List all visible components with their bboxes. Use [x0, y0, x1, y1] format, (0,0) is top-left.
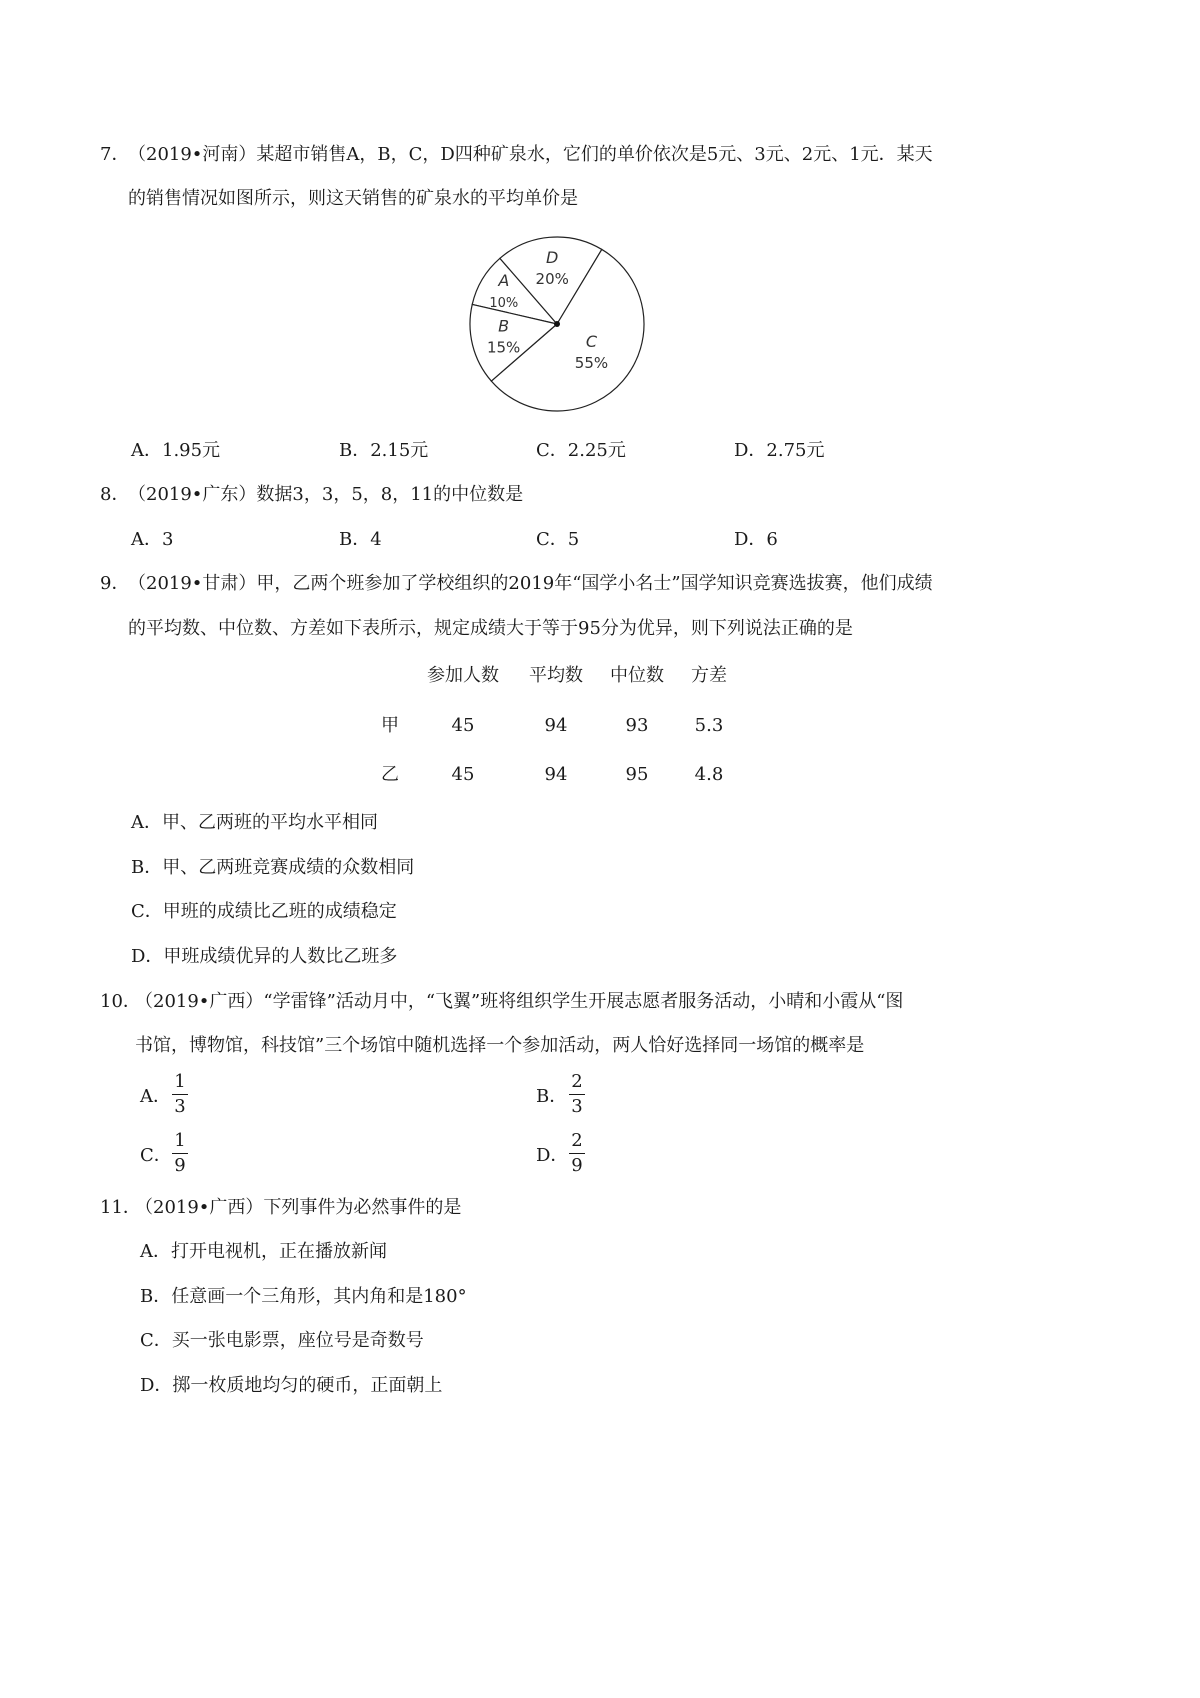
table-header-variance: 方差 [691, 665, 727, 686]
fraction [172, 1071, 188, 1118]
pie-slice-value-a: 10% [489, 296, 519, 312]
q9-option-b[interactable]: B．甲、乙两班竞赛成绩的众数相同 [131, 857, 415, 878]
table-cell: 5.3 [694, 715, 724, 736]
q8-option-c[interactable]: C．5 [536, 529, 580, 550]
fraction-bar [569, 1153, 585, 1154]
fraction-numerator: 1 [174, 1130, 186, 1151]
fraction-numerator: 2 [571, 1130, 583, 1151]
pie-slice-label-a: A [498, 271, 510, 291]
pie-chart [468, 235, 648, 415]
option-letter: A． [140, 1086, 171, 1107]
fraction-bar [172, 1094, 188, 1095]
q11-option-d[interactable]: D．掷一枚质地均匀的硬币，正面朝上 [140, 1375, 443, 1396]
fraction-bar [569, 1094, 585, 1095]
q11-option-a[interactable]: A．打开电视机，正在播放新闻 [140, 1241, 387, 1262]
pie-slice-value-b: 15% [486, 338, 521, 357]
fraction-denominator: 9 [174, 1155, 186, 1176]
pie-slice-value-c: 55% [574, 353, 609, 372]
option-letter: D． [536, 1145, 569, 1166]
pie-center-dot [554, 321, 560, 327]
pie-slice-label-c: C [585, 331, 598, 351]
pie-slice-value-d: 20% [535, 270, 569, 289]
q8-number: 8． [100, 484, 130, 505]
q9-option-a[interactable]: A．甲、乙两班的平均水平相同 [131, 812, 378, 833]
option-letter: C． [140, 1145, 172, 1166]
table-cell: 45 [451, 764, 475, 785]
fraction-denominator: 3 [174, 1096, 186, 1117]
table-cell: 93 [625, 715, 649, 736]
q7-text-line1: （2019•河南）某超市销售A，B，C，D四种矿泉水，它们的单价依次是5元、3元、2元、1元．某天 [128, 144, 933, 165]
q9-option-d[interactable]: D．甲班成绩优异的人数比乙班多 [131, 946, 398, 967]
pie-slice-label-b: B [498, 316, 510, 336]
table-header-mean: 平均数 [529, 665, 583, 686]
fraction-denominator: 3 [571, 1096, 583, 1117]
q8-option-b[interactable]: B．4 [339, 529, 382, 550]
option-letter: B． [536, 1086, 568, 1107]
table-cell: 45 [451, 715, 475, 736]
table-cell: 95 [625, 764, 649, 785]
q9-option-c[interactable]: C．甲班的成绩比乙班的成绩稳定 [131, 901, 397, 922]
q7-option-d[interactable]: D．2.75元 [734, 440, 825, 461]
table-header-median: 中位数 [610, 665, 664, 686]
fraction-numerator: 1 [174, 1071, 186, 1092]
table-row-label-yi: 乙 [381, 764, 399, 785]
q11-number: 11． [100, 1197, 141, 1218]
q9-text-line1: （2019•甘肃）甲，乙两个班参加了学校组织的2019年“国学小名士”国学知识竞赛选拔赛，他们成绩 [128, 573, 933, 594]
q9-text-line2: 的平均数、中位数、方差如下表所示，规定成绩大于等于95分为优异，则下列说法正确的是 [128, 618, 853, 639]
q11-option-b[interactable]: B．任意画一个三角形，其内角和是180° [140, 1286, 467, 1307]
q7-option-b[interactable]: B．2.15元 [339, 440, 429, 461]
fraction-denominator: 9 [571, 1155, 583, 1176]
fraction [569, 1071, 585, 1118]
fraction [569, 1130, 585, 1177]
q7-option-a[interactable]: A．1.95元 [131, 440, 221, 461]
fraction [172, 1130, 188, 1177]
q8-option-d[interactable]: D．6 [734, 529, 778, 550]
table-cell: 94 [544, 764, 568, 785]
q11-text-line1: （2019•广西）下列事件为必然事件的是 [135, 1197, 462, 1218]
q7-option-c[interactable]: C．2.25元 [536, 440, 626, 461]
q7-text-line2: 的销售情况如图所示，则这天销售的矿泉水的平均单价是 [128, 188, 578, 209]
pie-slice-label-d: D [546, 248, 559, 268]
q10-text-line2: 书馆，博物馆，科技馆”三个场馆中随机选择一个参加活动，两人恰好选择同一场馆的概率是 [135, 1035, 865, 1056]
q10-number: 10． [100, 991, 141, 1012]
q8-option-a[interactable]: A．3 [131, 529, 174, 550]
q8-text-line1: （2019•广东）数据3，3，5，8，11的中位数是 [128, 484, 524, 505]
table-cell: 94 [544, 715, 568, 736]
q7-number: 7． [100, 144, 130, 165]
table-row-label-jia: 甲 [381, 715, 399, 736]
q9-number: 9． [100, 573, 130, 594]
fraction-numerator: 2 [571, 1071, 583, 1092]
q10-text-line1: （2019•广西）“学雷锋”活动月中，“飞翼”班将组织学生开展志愿者服务活动，小晴和小霞从“图 [135, 991, 904, 1012]
table-header-participants: 参加人数 [427, 665, 499, 686]
table-cell: 4.8 [694, 764, 724, 785]
fraction-bar [172, 1153, 188, 1154]
q11-option-c[interactable]: C．买一张电影票，座位号是奇数号 [140, 1330, 424, 1351]
